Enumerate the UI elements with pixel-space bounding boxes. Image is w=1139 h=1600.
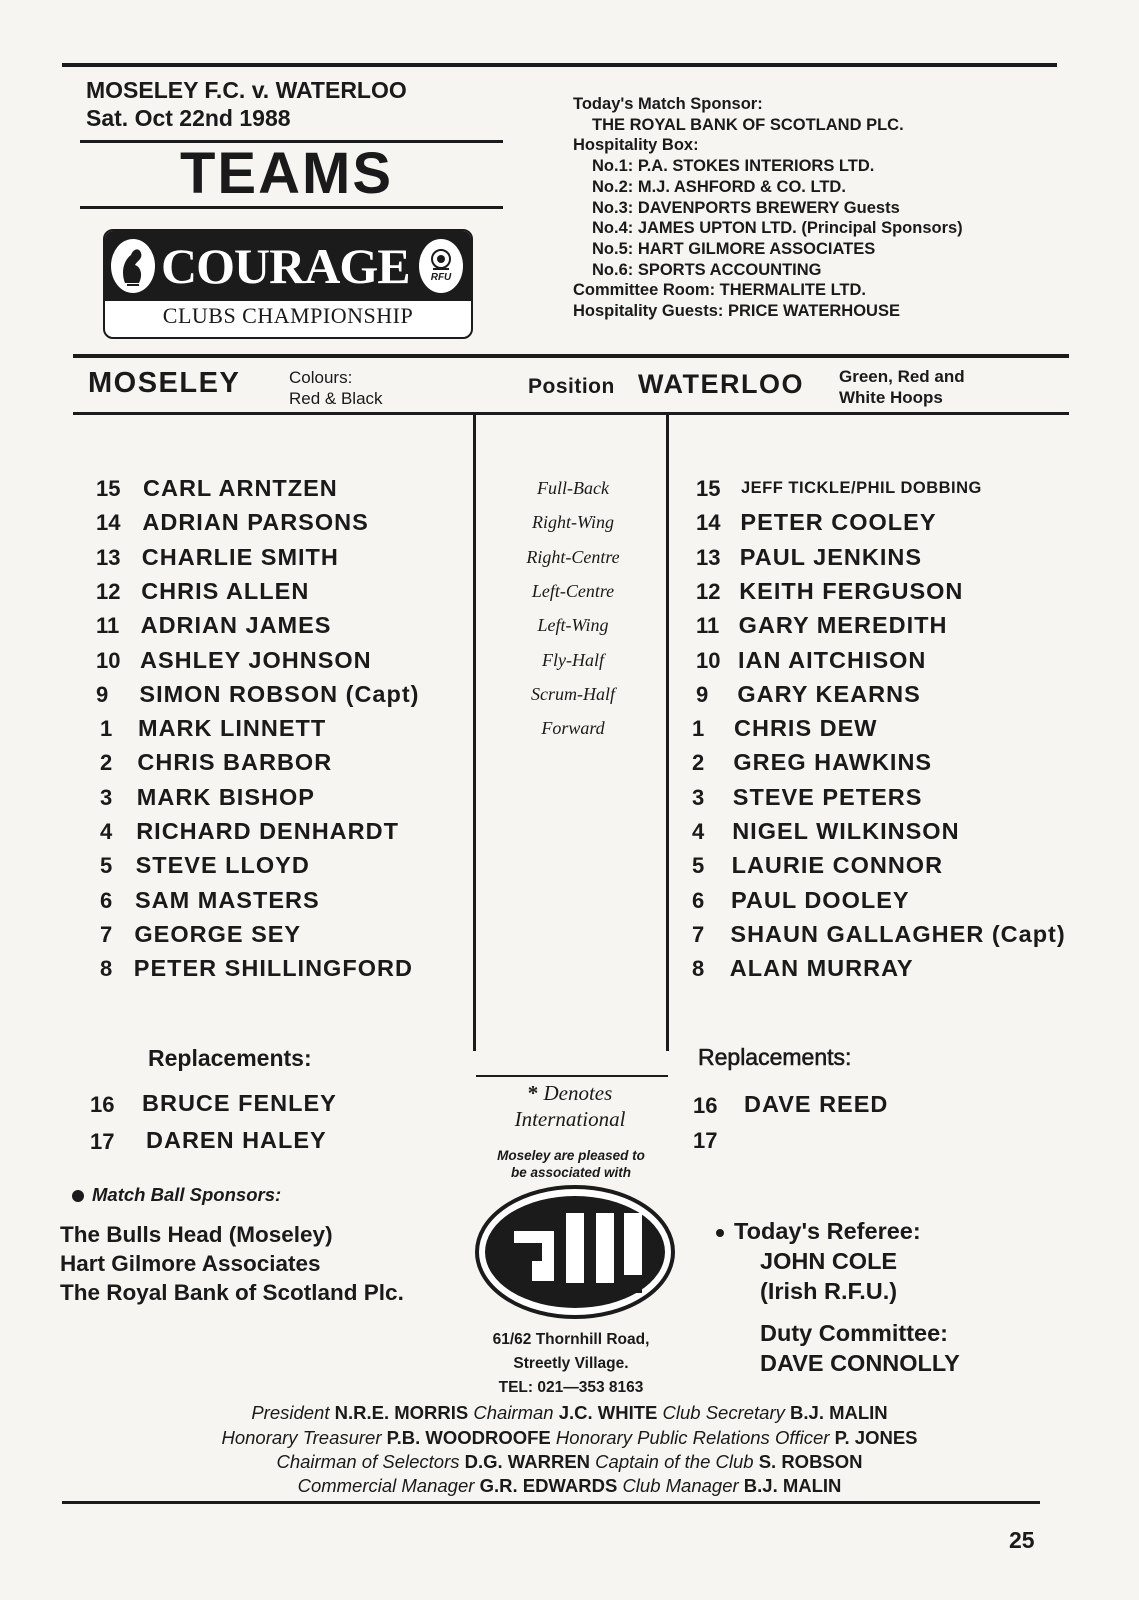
international-note xyxy=(470,1080,670,1132)
home-player-number: 14 xyxy=(96,510,121,536)
away-player-number: 10 xyxy=(696,647,721,673)
sponsors-block xyxy=(573,94,963,322)
home-player-name: MARK BISHOP xyxy=(136,783,315,810)
home-player-number: 15 xyxy=(96,476,121,501)
away-replacements-label: Replacements: xyxy=(698,1044,852,1070)
home-player-number: 6 xyxy=(100,887,113,913)
home-player-number: 12 xyxy=(96,578,121,604)
away-colours-line-1: Green, Red and xyxy=(839,367,965,386)
note-line-2: International xyxy=(514,1107,626,1131)
associated-line-1: Moseley are pleased to xyxy=(497,1148,645,1163)
match-ball-label-text: Match Ball Sponsors: xyxy=(92,1184,282,1205)
home-player-name: GEORGE SEY xyxy=(134,920,302,947)
team-band-bottom-rule xyxy=(73,412,1069,415)
away-colours-line-2: White Hoops xyxy=(839,388,943,407)
position-label: Right-Wing xyxy=(532,512,614,533)
home-replacement-name: DAREN HALEY xyxy=(146,1127,327,1153)
match-ball-sponsor: The Bulls Head (Moseley) xyxy=(60,1222,333,1247)
hospitality-box-3: No.3: DAVENPORTS BREWERY Guests xyxy=(592,198,900,217)
home-player-number: 13 xyxy=(96,544,121,570)
courage-logo-band xyxy=(105,231,471,301)
away-player-number: 9 xyxy=(696,681,709,707)
away-player-number: 1 xyxy=(692,716,705,742)
match-ball-label xyxy=(72,1184,281,1206)
home-player-name: ADRIAN JAMES xyxy=(140,612,332,639)
away-player-name: ALAN MURRAY xyxy=(729,955,914,982)
page-number: 25 xyxy=(1009,1527,1035,1553)
position-label: Left-Wing xyxy=(537,615,609,636)
position-label: Fly-Half xyxy=(542,649,604,670)
away-player-name: GARY MEREDITH xyxy=(738,612,948,639)
address-tel: TEL: 021—353 8163 xyxy=(498,1379,644,1396)
away-replacement-number: 16 xyxy=(693,1093,718,1118)
away-replacement-name: DAVE REED xyxy=(744,1091,889,1117)
referee-label: Today's Referee: xyxy=(734,1218,921,1244)
hospitality-box-4: No.4: JAMES UPTON LTD. (Principal Sponsors) xyxy=(592,219,963,238)
hospitality-box-5: No.5: HART GILMORE ASSOCIATES xyxy=(592,239,876,258)
bottom-rule xyxy=(62,1501,1040,1504)
away-player-name: SHAUN GALLAGHER (Capt) xyxy=(730,920,1066,947)
sponsor-address xyxy=(460,1328,682,1400)
away-player-name: GARY KEARNS xyxy=(737,680,921,707)
address-line-1: 61/62 Thornhill Road, xyxy=(492,1331,650,1348)
away-player-number: 2 xyxy=(692,750,705,776)
home-colours-value: Red & Black xyxy=(289,389,383,408)
home-player-number: 8 xyxy=(100,956,113,982)
jw-logo-icon xyxy=(474,1183,676,1321)
associated-text xyxy=(466,1147,676,1181)
home-player-name: MARK LINNETT xyxy=(138,715,327,742)
home-player-name: SAM MASTERS xyxy=(135,886,320,913)
match-sponsor: THE ROYAL BANK OF SCOTLAND PLC. xyxy=(592,115,904,134)
match-ball-sponsors xyxy=(60,1220,404,1307)
officials-line-3: Chairman of Selectors D.G. WARREN Captain of the Club S. ROBSON xyxy=(276,1451,863,1472)
away-player-name: LAURIE CONNOR xyxy=(731,852,944,879)
away-player-number: 13 xyxy=(696,544,721,570)
away-player-number: 14 xyxy=(696,510,721,536)
bullet-icon xyxy=(716,1229,724,1237)
referee-name: JOHN COLE xyxy=(760,1248,898,1274)
top-rule xyxy=(62,63,1057,67)
hospitality-guests: Hospitality Guests: PRICE WATERHOUSE xyxy=(573,302,900,321)
away-player-number: 8 xyxy=(692,956,705,982)
away-player-number: 11 xyxy=(696,613,720,639)
match-ball-sponsor: The Royal Bank of Scotland Plc. xyxy=(60,1280,404,1305)
team-band-top-rule xyxy=(73,354,1069,358)
match-date: Sat. Oct 22nd 1988 xyxy=(86,105,291,131)
home-player-name: CHRIS ALLEN xyxy=(141,577,310,604)
away-player-name: IAN AITCHISON xyxy=(738,646,927,673)
home-player-number: 5 xyxy=(100,853,113,879)
match-ball-sponsor: Hart Gilmore Associates xyxy=(60,1251,321,1276)
committee-room: Committee Room: THERMALITE LTD. xyxy=(573,281,867,300)
bullet-icon xyxy=(72,1190,84,1202)
home-player-number: 11 xyxy=(96,613,120,639)
associated-line-2: be associated with xyxy=(510,1165,632,1180)
home-replacement-number: 16 xyxy=(90,1092,115,1117)
away-player-name: PAUL DOOLEY xyxy=(731,886,910,913)
away-player-number: 15 xyxy=(696,476,721,501)
rose-badge-icon xyxy=(419,239,463,293)
hospitality-box-2: No.2: M.J. ASHFORD & CO. LTD. xyxy=(592,177,846,196)
position-label: Right-Centre xyxy=(526,546,620,567)
rose-badge-text: RFU xyxy=(430,272,452,283)
home-player-name: SIMON ROBSON (Capt) xyxy=(139,680,420,707)
position-label: Forward xyxy=(541,718,605,739)
note-rule xyxy=(476,1075,668,1077)
page-title: TEAMS xyxy=(180,141,393,206)
duty-committee-name: DAVE CONNOLLY xyxy=(760,1350,960,1376)
away-player-name: KEITH FERGUSON xyxy=(739,577,964,604)
hospitality-box-6: No.6: SPORTS ACCOUNTING xyxy=(592,260,822,279)
home-replacements-label: Replacements: xyxy=(148,1045,312,1071)
position-header: Position xyxy=(528,375,615,398)
home-player-name: ADRIAN PARSONS xyxy=(142,509,369,536)
home-player-number: 3 xyxy=(100,784,113,810)
officials-line-1: President N.R.E. MORRIS Chairman J.C. WHITE Club Secretary B.J. MALIN xyxy=(251,1402,888,1423)
away-replacement-number: 17 xyxy=(693,1128,718,1153)
officials-line-2: Honorary Treasurer P.B. WOODROOFE Honorary Public Relations Officer P. JONES xyxy=(221,1427,918,1448)
home-player-number: 10 xyxy=(96,647,121,673)
away-player-number: 5 xyxy=(692,853,705,879)
position-label: Left-Centre xyxy=(531,580,615,601)
position-label: Full-Back xyxy=(537,478,609,498)
cockerel-badge-icon xyxy=(111,239,155,293)
away-colours xyxy=(839,366,965,408)
home-player-name: CARL ARNTZEN xyxy=(143,475,338,501)
away-player-name: NIGEL WILKINSON xyxy=(732,818,960,844)
home-player-number: 7 xyxy=(100,921,113,947)
courage-logo xyxy=(103,229,473,339)
home-replacement-name: BRUCE FENLEY xyxy=(142,1090,337,1116)
home-player-name: STEVE LLOYD xyxy=(135,852,310,879)
courage-logo-subtitle: CLUBS CHAMPIONSHIP xyxy=(162,303,414,328)
away-player-number: 4 xyxy=(692,819,705,844)
home-player-number: 2 xyxy=(100,750,113,776)
home-replacement-number: 17 xyxy=(90,1129,115,1154)
position-label: Scrum-Half xyxy=(531,683,615,704)
officials-line-4: Commercial Manager G.R. EDWARDS Club Manager B.J. MALIN xyxy=(297,1475,842,1496)
address-line-2: Streetly Village. xyxy=(513,1355,629,1372)
away-player-number: 3 xyxy=(692,784,705,810)
note-line-1: Denotes xyxy=(543,1081,613,1105)
home-player-number: 9 xyxy=(96,681,109,707)
away-player-number: 7 xyxy=(692,921,705,947)
home-player-name: RICHARD DENHARDT xyxy=(136,818,399,844)
asterisk-icon: * xyxy=(527,1081,539,1105)
home-player-number: 4 xyxy=(100,819,113,844)
away-player-name: JEFF TICKLE/PHIL DOBBING xyxy=(741,479,982,497)
duty-committee-label: Duty Committee: xyxy=(760,1320,949,1346)
away-player-number: 12 xyxy=(696,578,721,604)
home-player-name: CHARLIE SMITH xyxy=(141,543,339,570)
centre-column-left-line xyxy=(473,414,476,1051)
courage-wordmark: COURAGE xyxy=(161,238,410,294)
home-player-name: CHRIS BARBOR xyxy=(137,749,333,776)
away-player-name: GREG HAWKINS xyxy=(733,749,933,776)
away-player-name: PAUL JENKINS xyxy=(739,543,922,570)
home-player-name: ASHLEY JOHNSON xyxy=(140,646,372,673)
header-rule-2 xyxy=(80,206,503,209)
away-team-name: WATERLOO xyxy=(638,369,804,399)
home-colours xyxy=(289,367,383,409)
referee-union: (Irish R.F.U.) xyxy=(760,1278,898,1304)
jw-logo xyxy=(474,1183,676,1321)
home-player-name: PETER SHILLINGFORD xyxy=(133,955,413,982)
match-title: MOSELEY F.C. v. WATERLOO xyxy=(86,77,407,103)
home-player-number: 1 xyxy=(100,716,113,742)
hospitality-box-label: Hospitality Box: xyxy=(573,136,699,155)
home-colours-label: Colours: xyxy=(289,368,353,387)
match-sponsor-label: Today's Match Sponsor: xyxy=(573,95,763,113)
home-team-name: MOSELEY xyxy=(88,367,241,399)
hospitality-box-1: No.1: P.A. STOKES INTERIORS LTD. xyxy=(592,157,875,176)
away-player-name: PETER COOLEY xyxy=(740,509,937,536)
away-player-number: 6 xyxy=(692,887,705,913)
referee-block xyxy=(716,1216,960,1378)
away-player-name: CHRIS DEW xyxy=(734,715,878,742)
away-player-name: STEVE PETERS xyxy=(732,783,923,810)
